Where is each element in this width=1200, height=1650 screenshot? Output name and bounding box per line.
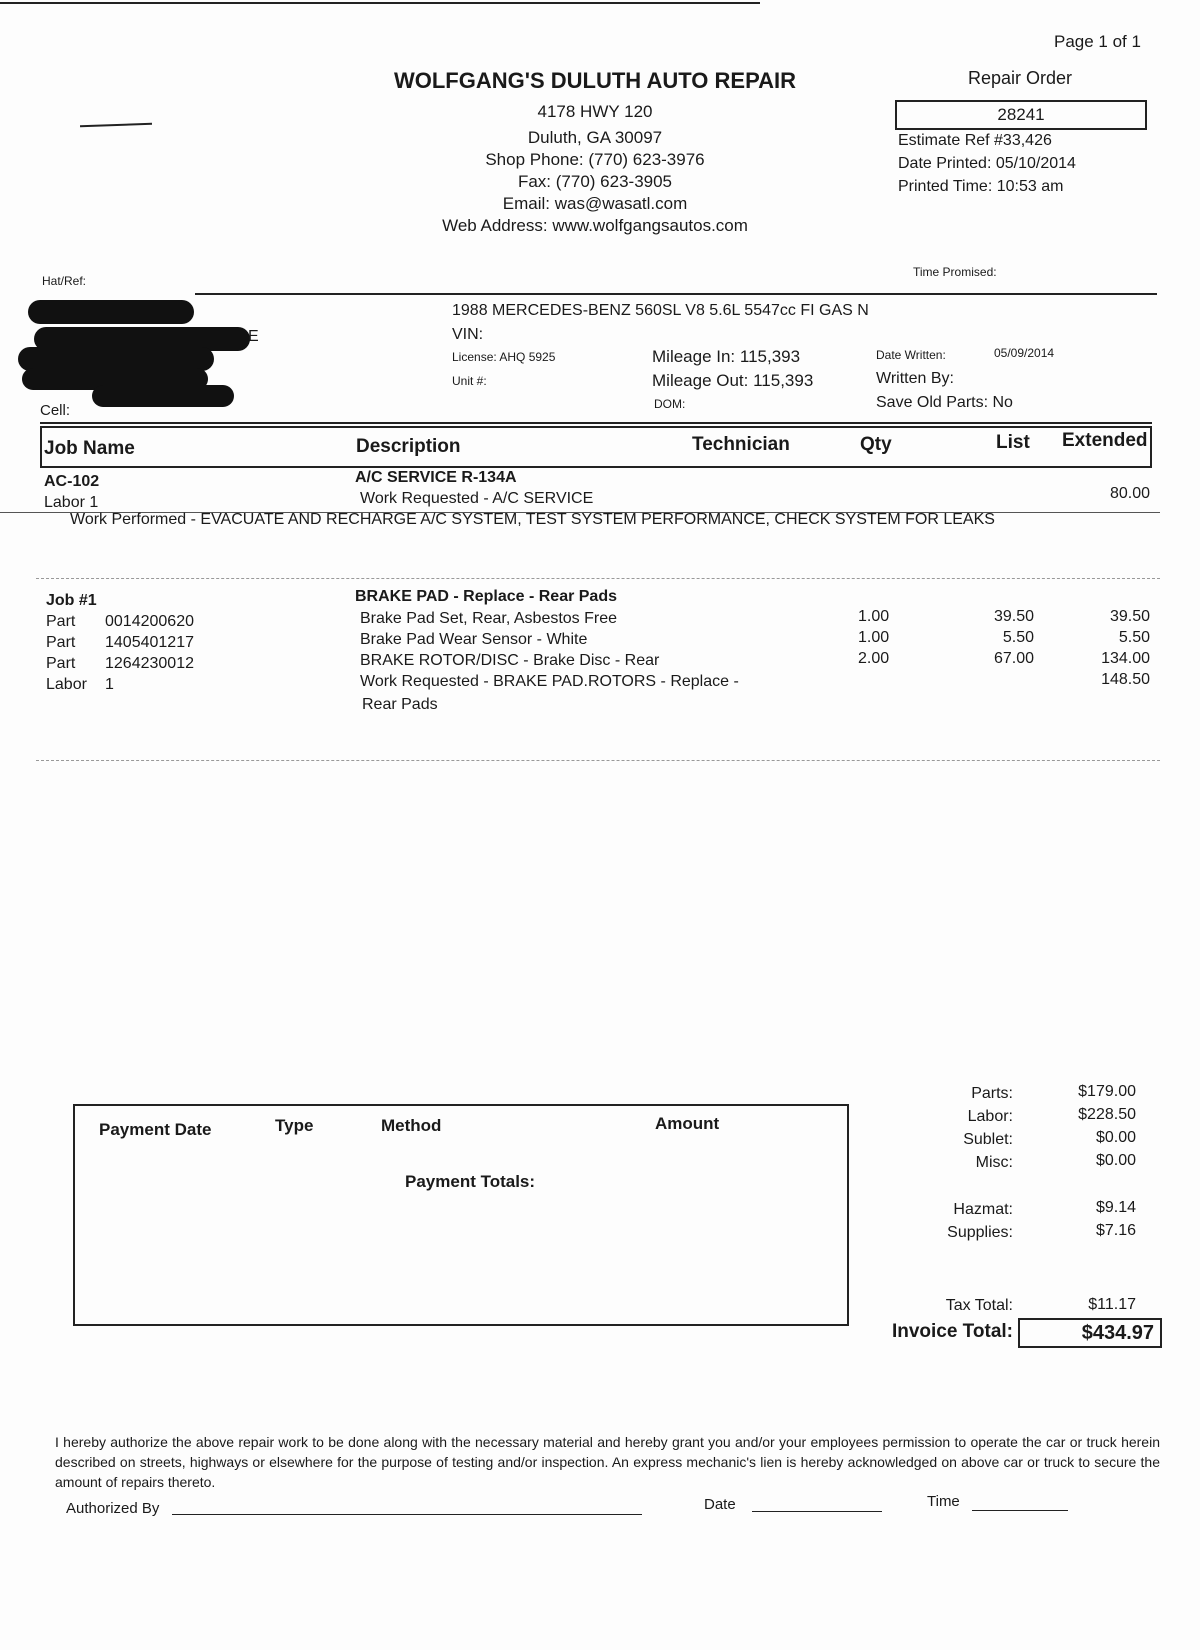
col-list: List (996, 432, 1030, 453)
time-label: Time (927, 1493, 960, 1510)
time-signature-line[interactable] (972, 1510, 1068, 1511)
dom-label: DOM: (654, 397, 686, 411)
job1-work-performed: Work Performed - EVACUATE AND RECHARGE A/C SYSTEM, TEST SYSTEM PERFORMANCE, CHECK SYSTEM FOR LEAKS (70, 511, 995, 528)
total-value: $228.50 (1078, 1106, 1136, 1123)
hat-ref-label: Hat/Ref: (42, 274, 87, 288)
line-qty: 1.00 (858, 629, 890, 646)
total-label: Labor: (967, 1108, 1013, 1125)
job2-code: Job #1 (46, 592, 97, 609)
invoice-total-box (1018, 1318, 1162, 1348)
shop-street: 4178 HWY 120 (537, 102, 653, 121)
shop-phone: Shop Phone: (770) 623-3976 (485, 150, 705, 169)
line-list: 67.00 (993, 650, 1034, 667)
authorized-by-label: Authorized By (66, 1500, 160, 1517)
total-value: $0.00 (1095, 1152, 1136, 1169)
shop-header (360, 68, 830, 236)
col-description: Description (356, 436, 461, 457)
payment-method-label: Method (381, 1116, 442, 1135)
total-value: $9.14 (1095, 1199, 1136, 1216)
date-written-value: 05/09/2014 (994, 346, 1055, 360)
estimate-ref: Estimate Ref #33,426 (898, 132, 1052, 149)
shop-fax: Fax: (770) 623-3905 (517, 172, 673, 191)
shop-name: WOLFGANG'S DULUTH AUTO REPAIR (393, 68, 797, 93)
line-desc: Brake Pad Set, Rear, Asbestos Free (360, 610, 618, 627)
job1-labor: Labor 1 (44, 494, 99, 511)
total-label: Supplies: (947, 1224, 1013, 1241)
payment-totals-label: Payment Totals: (405, 1172, 536, 1191)
payment-box (73, 1104, 849, 1326)
total-label: Sublet: (963, 1131, 1013, 1148)
line-extended: 148.50 (1101, 671, 1150, 688)
time-promised-label: Time Promised: (913, 265, 997, 279)
total-value: $0.00 (1095, 1129, 1136, 1146)
line-ref: 1 (105, 676, 114, 693)
date-printed: Date Printed: 05/10/2014 (898, 155, 1076, 172)
line-desc: BRAKE ROTOR/DISC - Brake Disc - Rear (360, 652, 660, 669)
job1-title: A/C SERVICE R-134A (355, 469, 517, 486)
repair-order-title: Repair Order (967, 68, 1073, 88)
line-desc: Work Requested - BRAKE PAD.ROTORS - Replace - (360, 673, 739, 690)
date-written-label: Date Written: (876, 348, 946, 362)
scan-top-edge (0, 2, 760, 4)
line-qty: 1.00 (858, 608, 890, 625)
line-list: 39.50 (993, 608, 1034, 625)
job2-desc-continued: Rear Pads (362, 696, 438, 713)
col-extended: Extended (1062, 430, 1148, 451)
line-qty: 2.00 (858, 650, 890, 667)
pen-mark (80, 123, 152, 128)
vin-label: VIN: (452, 326, 484, 343)
total-value: $7.16 (1095, 1222, 1136, 1239)
vehicle-description: 1988 MERCEDES-BENZ 560SL V8 5.6L 5547cc FI GAS N (452, 302, 869, 319)
shop-web: Web Address: www.wolfgangsautos.com (442, 216, 748, 235)
line-extended: 5.50 (1118, 629, 1150, 646)
line-type: Labor (46, 676, 87, 693)
page-number: Page 1 of 1 (1054, 32, 1141, 51)
total-label: Hazmat: (953, 1201, 1013, 1218)
job2-title: BRAKE PAD - Replace - Rear Pads (355, 588, 617, 605)
repair-order-number: 28241 (997, 105, 1045, 124)
payment-type-label: Type (275, 1116, 314, 1135)
line-ref: 1405401217 (105, 634, 194, 651)
printed-time: Printed Time: 10:53 am (898, 178, 1064, 195)
written-by-label: Written By: (876, 370, 954, 387)
total-label: Tax Total: (945, 1297, 1013, 1314)
date-signature-line[interactable] (752, 1511, 882, 1512)
job1-code: AC-102 (44, 473, 100, 490)
line-ref: 0014200620 (105, 613, 194, 630)
invoice-total-value: $434.97 (1081, 1322, 1154, 1344)
unit-label: Unit #: (452, 374, 487, 388)
authorization-text: I hereby authorize the above repair work to be done along with the necessary material and hereby grant you and/or your employees permission to operate the car or truck herein described on streets, highways or elsewhere for the purpose of testing and/or inspection. An express mechanic's lien is hereby acknowledged on above car or truck to secure the amount of repairs thereto. (55, 1434, 1160, 1490)
redacted-customer-cell (92, 385, 234, 407)
line-type: Part (46, 613, 76, 630)
license: License: AHQ 5925 (452, 350, 556, 364)
line-desc: Brake Pad Wear Sensor - White (360, 631, 588, 648)
payment-date-label: Payment Date (99, 1120, 212, 1139)
line-type: Part (46, 634, 76, 651)
total-value: $179.00 (1078, 1083, 1136, 1100)
mileage-out: Mileage Out: 115,393 (652, 371, 814, 390)
total-value: $11.17 (1088, 1296, 1136, 1313)
line-ref: 1264230012 (105, 655, 194, 672)
line-extended: 39.50 (1109, 608, 1150, 625)
date-label: Date (704, 1496, 736, 1513)
cell-label: Cell: (40, 402, 71, 419)
totals-block (900, 0, 1160, 1650)
job1-labor-extended: 80.00 (1109, 485, 1150, 502)
mileage-in: Mileage In: 115,393 (652, 347, 801, 366)
col-qty: Qty (860, 434, 892, 455)
job1-work-requested: Work Requested - A/C SERVICE (360, 490, 594, 507)
total-label: Misc: (975, 1154, 1013, 1171)
shop-email: Email: was@wasatl.com (502, 194, 688, 213)
line-type: Part (46, 655, 76, 672)
shop-city: Duluth, GA 30097 (527, 128, 663, 147)
redacted-customer-name (28, 300, 194, 324)
total-label: Parts: (971, 1085, 1013, 1102)
authorized-by-signature-line[interactable] (172, 1514, 642, 1515)
col-technician: Technician (692, 434, 790, 455)
customer-partial-char: E (248, 328, 259, 345)
payment-amount-label: Amount (655, 1114, 720, 1133)
line-extended: 134.00 (1101, 650, 1150, 667)
col-job-name: Job Name (44, 438, 135, 459)
save-old-parts: Save Old Parts: No (876, 394, 1013, 411)
line-list: 5.50 (1002, 629, 1034, 646)
invoice-total-label: Invoice Total: (891, 1321, 1013, 1342)
